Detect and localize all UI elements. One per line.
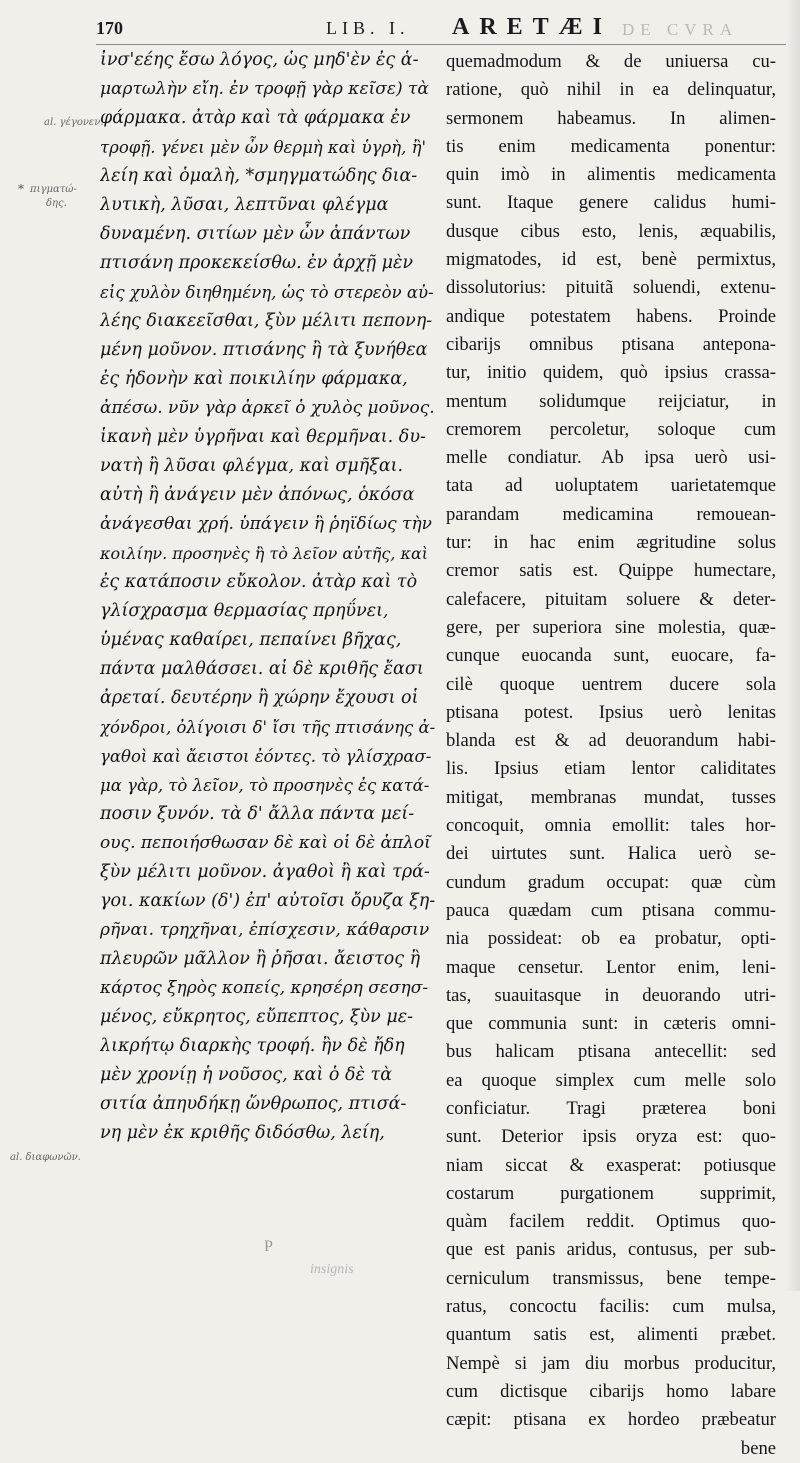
latin-text-line: migmatodes, id est, benè permixtus, xyxy=(446,249,776,271)
latin-text-line: niam siccat & exasperat: potiusque xyxy=(446,1154,776,1176)
greek-text-line: ἐς κατάποσιν εὔκολον. ἀτὰρ καὶ τὸ xyxy=(100,572,418,592)
latin-text-line: mentum solidumque reijciatur, in xyxy=(446,390,776,412)
greek-text-line: πτισάνη προκεκείσθω. ἐν ἀρχῇ μὲν xyxy=(100,253,414,273)
latin-text-line: bene xyxy=(740,1437,776,1459)
greek-text-line: μένη μοῦνον. πτισάνης ἢ τὰ ξυνήθεα xyxy=(100,340,428,360)
greek-text-line: ἀνάγεσθαι χρή. ὑπάγειν ἢ ῥηϊδίως τὴν xyxy=(100,514,432,534)
page-edge-shadow xyxy=(786,0,800,1291)
latin-text-line: tur: in hac enim ægritudine solus xyxy=(446,532,776,554)
latin-text-line: maque censetur. Lentor enim, leni- xyxy=(446,956,776,978)
latin-text-line: conficiatur. Tragi præterea boni xyxy=(446,1097,776,1119)
greek-text-line: γλίσχρασμα θερμασίας πρηΰνει, xyxy=(100,601,389,621)
latin-text-line: cilè quoque uentrem ducere sola xyxy=(446,673,776,695)
greek-text-line: δυναμένη. σιτίων μὲν ὦν ἁπάντων xyxy=(100,224,411,244)
running-head xyxy=(96,14,786,42)
greek-text-line: γαθοὶ καὶ ἄειστοι ἐόντες. τὸ γλίσχρασ- xyxy=(100,747,432,766)
greek-text-line: κάρτος ξηρὸς κοπείς, κρησέρη σεσησ- xyxy=(100,978,429,998)
latin-text-line: tata ad uoluptatem uarietatemque xyxy=(446,475,776,497)
latin-text-line: Nempè si jam diu morbus producitur, xyxy=(446,1352,776,1374)
latin-text-line: sunt. Itaque genere calidus humi- xyxy=(446,192,776,214)
greek-text-line: μαρτωλὴν εἴη. ἐν τροφῇ γὰρ κεῖσε) τὰ xyxy=(100,79,429,99)
latin-text-line: pauca quædam cum ptisana commu- xyxy=(446,899,776,921)
latin-text-line: sermonem habeamus. In alimen- xyxy=(446,107,776,129)
greek-text-line: λυτικὴ, λῦσαι, λεπτῦναι φλέγμα xyxy=(100,195,389,215)
latin-text-line: lis. Ipsius etiam lentor caliditates xyxy=(446,758,776,780)
latin-text-line: andique potestatem habens. Proinde xyxy=(446,305,776,327)
latin-text-line: quantum satis est, alimenti præbet. xyxy=(446,1324,776,1346)
latin-text-line: mitigat, membranas mundat, tusses xyxy=(446,786,776,808)
greek-text-line: λικρήτῳ διαρκὴς τροφή. ἢν δὲ ἤδη xyxy=(100,1036,405,1056)
latin-text-line: tis enim medicamenta ponentur: xyxy=(446,135,776,157)
latin-text-line: sunt. Deterior ipsis oryza est: quo- xyxy=(446,1126,776,1148)
latin-text-line: nia possideat: ob ea probatur, opti- xyxy=(446,928,776,950)
greek-text-line: ξὺν μέλιτι μοῦνον. ἀγαθοὶ ἢ καὶ τρά- xyxy=(100,862,430,882)
latin-text-line: cremor satis est. Quippe humectare, xyxy=(446,560,776,582)
greek-text-line: μα γὰρ, τὸ λεῖον, τὸ προσηνὲς ἐς κατά- xyxy=(100,776,430,795)
latin-text-line: cerniculum transmissus, bene tempe- xyxy=(446,1267,776,1289)
latin-text-column xyxy=(446,48,776,1459)
greek-text-line: ἀπέσω. νῦν γὰρ ἀρκεῖ ὁ χυλὸς μοῦνος. xyxy=(100,398,435,418)
greek-text-line: ἰνσ'εέης ἔσω λόγος, ὡς μηδ'ὲν ἐς ἁ- xyxy=(100,50,419,70)
margin-asterisk: * xyxy=(18,182,24,196)
latin-text-line: bus halicam ptisana antecellit: sed xyxy=(446,1041,776,1063)
greek-text-line: πλευρῶν μᾶλλον ἢ ῥῆσαι. ἄειστος ἢ xyxy=(100,949,421,969)
greek-text-line: μένος, εὔκρητος, εὔπεπτος, ξὺν με- xyxy=(100,1007,414,1027)
latin-text-line: tur, initio quidem, quò ipsius crassa- xyxy=(446,362,776,384)
latin-text-line: cibarijs omnibus ptisana anteponа- xyxy=(446,333,776,355)
margin-note-variant: al. γέγονεν. xyxy=(44,117,104,128)
margin-note-gloss: πιγματώ- xyxy=(30,184,77,195)
greek-text-line: ἱκανὴ μὲν ὑγρῆναι καὶ θερμῆναι. δυ- xyxy=(100,427,426,447)
latin-text-line: concoquit, omnia emollit: tales hor- xyxy=(446,815,776,837)
greek-text-line: αὐτὴ ἢ ἀνάγειν μὲν ἀπόνως, ὁκόσα xyxy=(100,485,415,505)
greek-text-line: ἐς ἡδονὴν καὶ ποικιλίην φάρμακα, xyxy=(100,369,408,389)
greek-text-line: ὑμένας καθαίρει, πεπαίνει βῆχας, xyxy=(100,630,402,650)
latin-text-line: dei uirtutes sunt. Halica uerò se- xyxy=(446,843,776,865)
greek-text-line: λέης διακεεῖσθαι, ξὺν μέλιτι πεπονη- xyxy=(100,311,433,331)
greek-text-line: σιτία ἀπηυδήκῃ ὥνθρωπος, πτισά- xyxy=(100,1094,407,1114)
latin-text-line: calefacere, pituitam soluere & deter- xyxy=(446,588,776,610)
margin-note-gloss-cont: δης. xyxy=(46,198,67,209)
latin-text-line: parandam medicamina remoueаn- xyxy=(446,503,776,525)
latin-text-line: dissolutorius: pituitã soluendi, extenu- xyxy=(446,277,776,299)
latin-text-line: ea quoque simplex cum melle solo xyxy=(446,1069,776,1091)
greek-text-line: φάρμακα. ἀτὰρ καὶ τὰ φάρμακα ἐν xyxy=(100,108,411,128)
latin-text-line: quemadmodum & de uniuersa cu- xyxy=(446,51,776,72)
greek-text-line: λείη καὶ ὁμαλὴ, *σμηγματώδης δια- xyxy=(100,166,418,186)
header-rule xyxy=(96,44,786,45)
greek-text-line: ποσιν ξυνόν. τὰ δ' ἄλλα πάντα μεί- xyxy=(100,804,415,824)
book-label: LIB. I. xyxy=(326,18,410,38)
greek-text-line: πάντα μαλθάσσει. αἱ δὲ κριθῆς ἔασι xyxy=(100,659,424,679)
greek-text-line: νη μὲν ἐκ κριθῆς διδόσθω, λείη, xyxy=(100,1123,385,1143)
latin-text-line: quin imò in alimentis medicamenta xyxy=(446,164,776,186)
latin-text-line: gere, per superiora sine molestia, quæ- xyxy=(446,616,776,638)
bleed-through-text: DE CVRA xyxy=(622,20,739,39)
greek-text-line: ἀρεταί. δευτέρην ἢ χώρην ἔχουσι οἱ xyxy=(100,688,419,708)
page-number: 170 xyxy=(96,18,123,38)
greek-text-line: ρῆναι. τρηχῆναι, ἐπίσχεσιν, κάθαρσιν xyxy=(100,920,430,940)
latin-text-line: melle condiatur. Ab ipsa uerò usi- xyxy=(446,447,776,469)
latin-text-line: ptisana potest. Ipsius uerò lenitas xyxy=(446,701,776,723)
greek-text-line: ους. πεποιήσθωσαν δὲ καὶ οἱ δὲ ἁπλοῖ xyxy=(100,833,431,853)
signature-mark: P xyxy=(264,1238,273,1255)
latin-text-line: que est panis aridus, contusus, per sub- xyxy=(446,1239,776,1261)
latin-text-line: cunque euocanda sunt, euocare, fa- xyxy=(446,645,776,667)
latin-text-line: ratus, concoctu facilis: cum mulsa, xyxy=(446,1296,776,1318)
greek-text-line: κοιλίην. προσηνὲς ἢ τὸ λεῖον αὐτῆς, καὶ xyxy=(100,544,429,563)
latin-text-line: dusque cibus esto, lenis, æquabilis, xyxy=(446,220,776,242)
latin-text-line: que communia sunt: in cæteris omni- xyxy=(446,1013,776,1035)
latin-text-line: cæpit: ptisana ex hordeo præbeatur xyxy=(446,1409,776,1431)
running-title: ARETÆI xyxy=(452,14,613,40)
greek-text-line: χόνδροι, ὀλίγοισι δ' ἴσι τῆς πτισάνης ἀ- xyxy=(100,718,435,737)
latin-text-line: cum dictisque cibarijs homo labare xyxy=(446,1380,776,1402)
latin-text-line: quàm facilem reddit. Optimus quo- xyxy=(446,1211,776,1233)
latin-text-line: tas, suauitasque in deuorando utri- xyxy=(446,984,776,1006)
latin-text-line: ratione, quò nihil in ea delinquatur, xyxy=(446,79,776,101)
latin-text-line: cundum gradum occupat: quæ cùm xyxy=(446,871,776,893)
latin-text-line: blanda est & ad deuorandum habi- xyxy=(446,730,776,752)
greek-text-column xyxy=(100,46,435,1271)
footer-bleed-through: insignis xyxy=(310,1262,354,1277)
greek-text-line: μὲν χρονίῃ ἡ νοῦσος, καὶ ὁ δὲ τὰ xyxy=(100,1065,393,1085)
greek-text-line: νατὴ ἢ λῦσαι φλέγμα, καὶ σμῆξαι. xyxy=(100,456,404,476)
greek-text-line: γοι. κακίων (δ') ἐπ' αὐτοῖσι ὄρυζα ξη- xyxy=(100,891,435,911)
greek-text-line: εἰς χυλὸν διηθημένη, ὡς τὸ στερεὸν αὐ- xyxy=(100,283,434,302)
greek-text-line: τροφῇ. γένει μὲν ὦν θερμὴ καὶ ὑγρὴ, ἢ' xyxy=(100,138,426,157)
latin-text-line: costarum purgationem supprimit, xyxy=(446,1182,776,1204)
latin-text-line: cremorem percoletur, soloque cum xyxy=(446,418,776,440)
margin-note-variant-2: al. διαφωνῶν. xyxy=(10,1152,81,1163)
